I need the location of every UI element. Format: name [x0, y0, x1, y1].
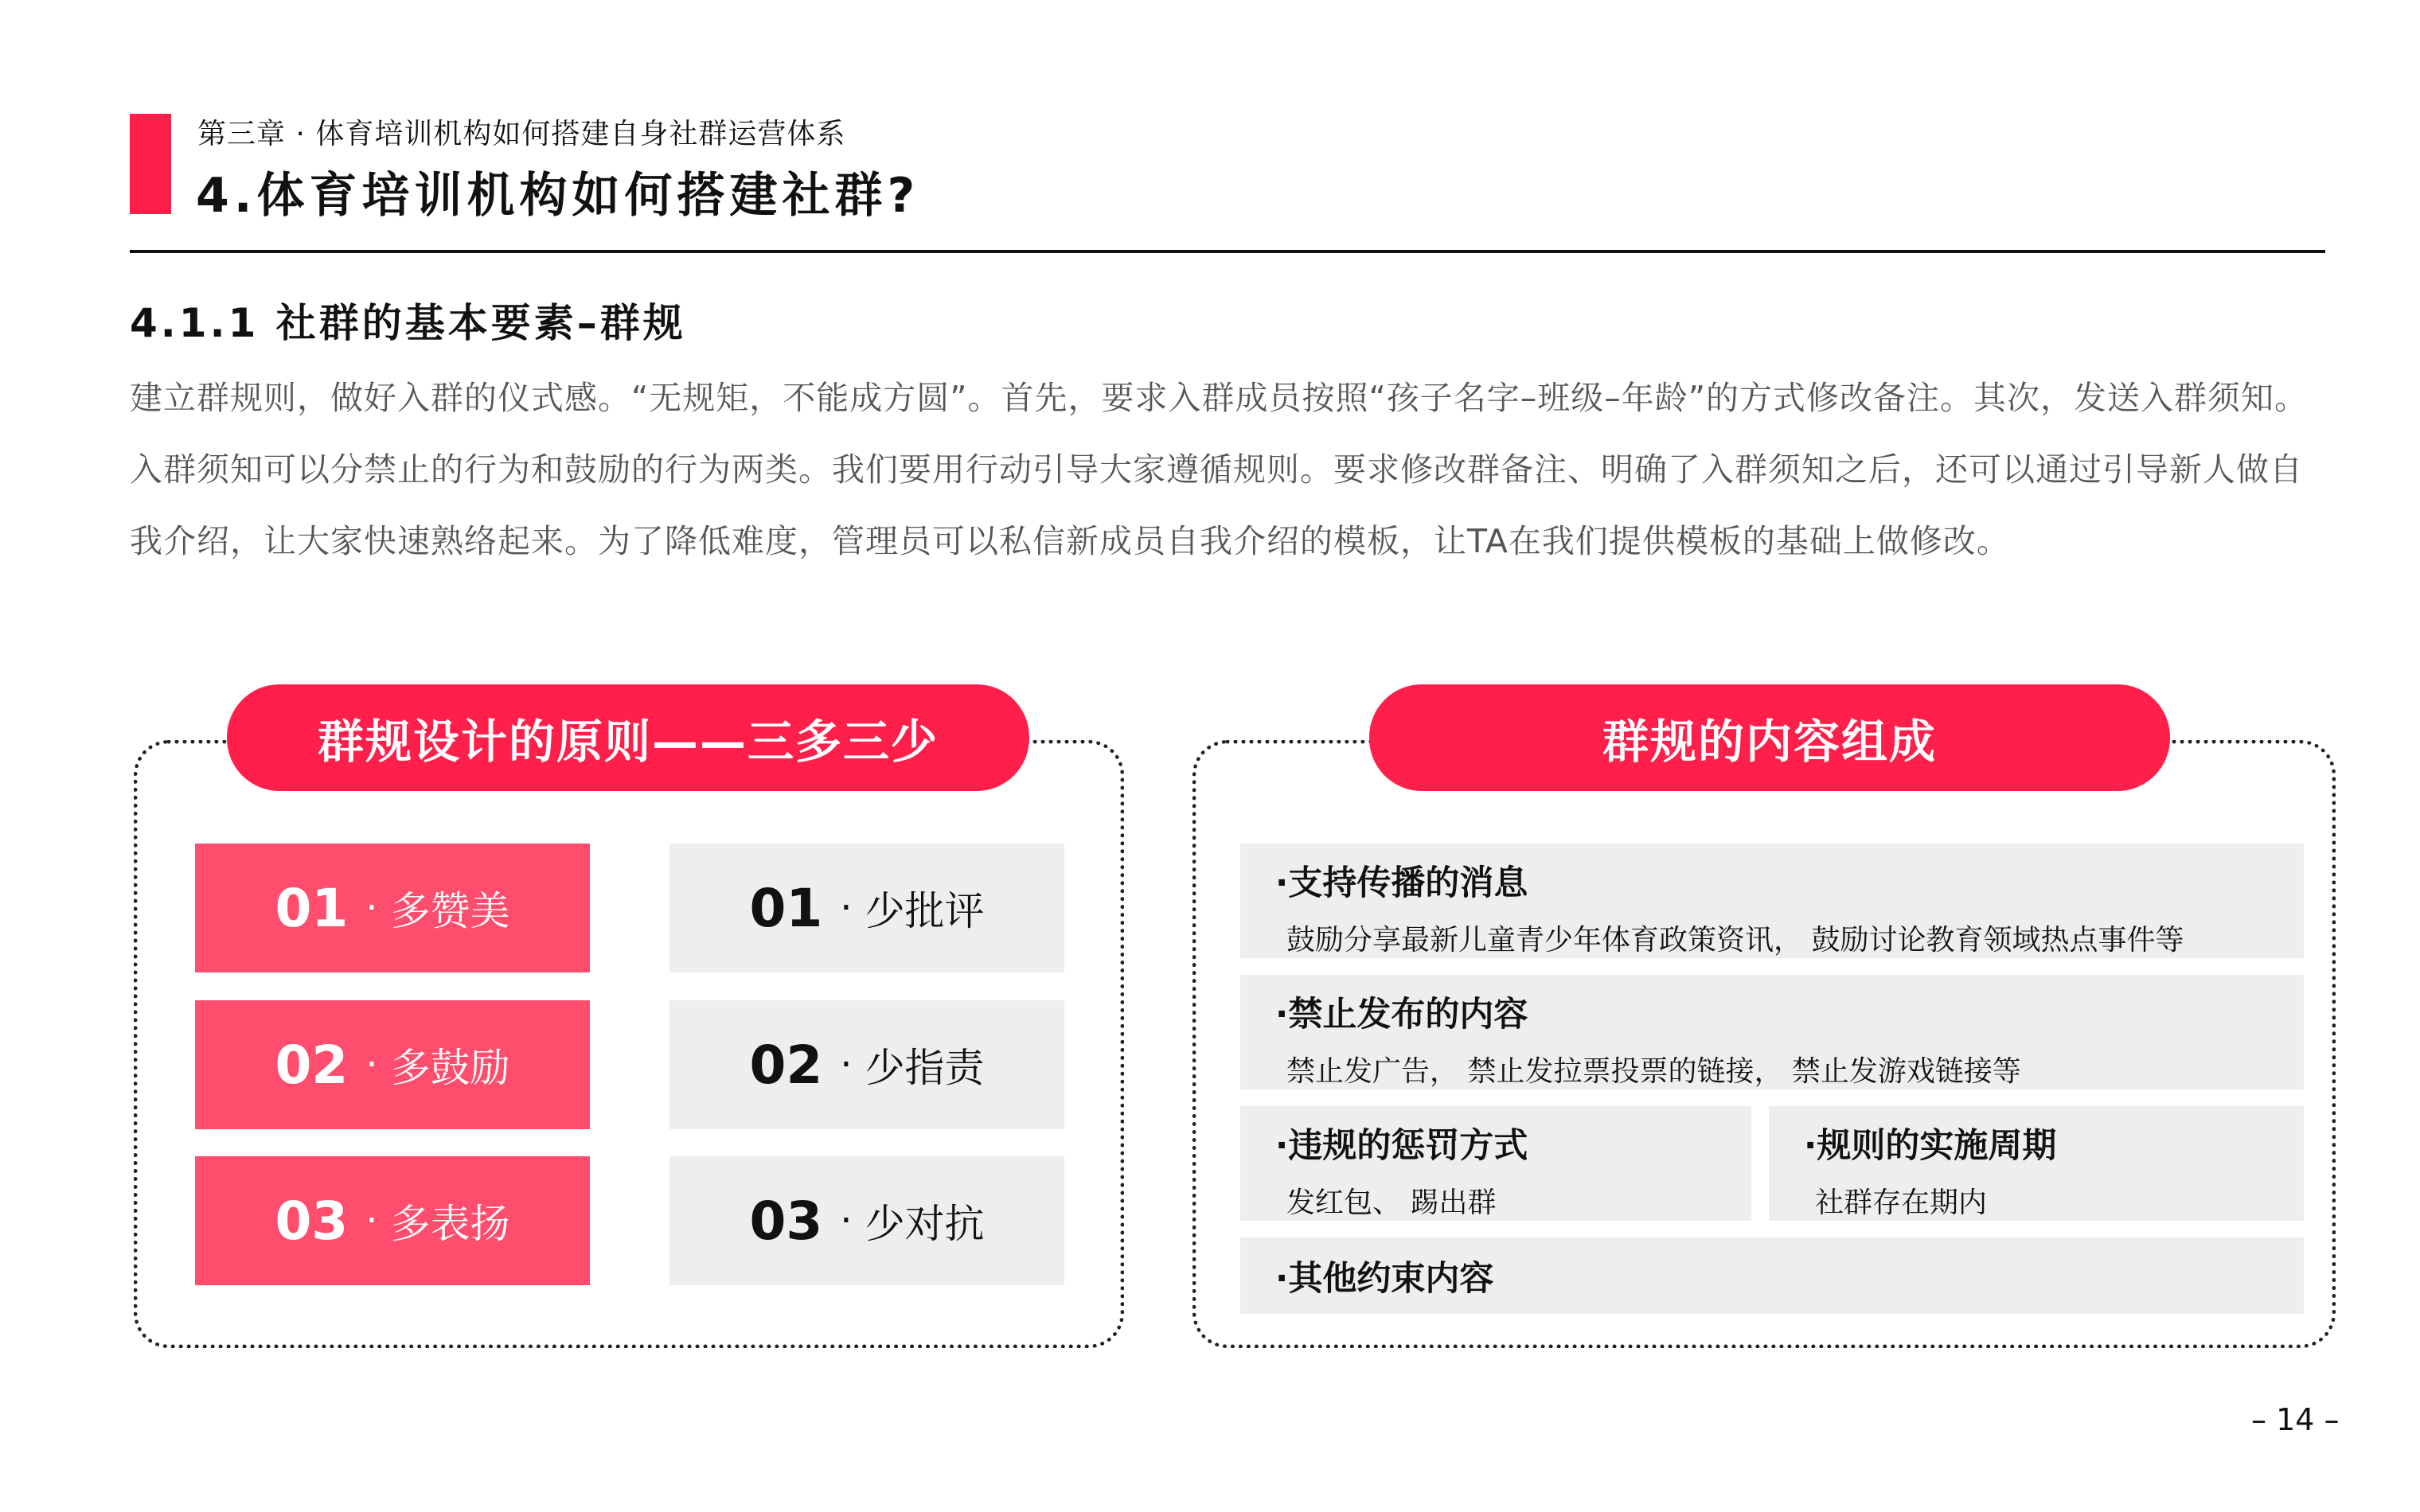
card-number: 01	[749, 877, 823, 939]
card-separator: ·	[840, 1042, 853, 1087]
principle-card-less-2	[669, 1000, 1064, 1129]
card-separator: ·	[365, 1198, 378, 1243]
card-number: 02	[275, 1034, 349, 1096]
chapter-label: 第三章 · 体育培训机构如何搭建自身社群运营体系	[197, 118, 846, 150]
page-number: – 14 –	[2251, 1402, 2340, 1437]
principles-title: 群规设计的原则——三多三少	[227, 684, 1029, 791]
content-item-penalties	[1240, 1106, 1751, 1221]
card-separator: ·	[365, 1042, 378, 1087]
content-item-title: ·规则的实施周期	[1804, 1126, 2057, 1166]
principle-card-more-2	[195, 1000, 590, 1129]
content-item-enforcement-period	[1769, 1106, 2304, 1221]
content-item-desc: 鼓励分享最新儿童青少年体育政策资讯， 鼓励讨论教育领域热点事件等	[1286, 924, 2184, 957]
card-label: 多鼓励	[390, 1045, 510, 1091]
content-item-desc: 社群存在期内	[1815, 1187, 1988, 1219]
principle-card-more-1	[195, 844, 590, 972]
card-separator: ·	[840, 1198, 853, 1243]
section-paragraph: 建立群规则，做好入群的仪式感。“无规矩，不能成方圆”。首先，要求入群成员按照“孩子名字–班级–年龄”的方式修改备注。其次，发送入群须知。入群须知可以分禁止的行为和鼓励的行为两类。我们要用行动引导大家遵循规则。要求修改群备注、明确了入群须知之后，还可以通过引导新人做自我介绍，让大家快速熟络起来。为了降低难度，管理员可以私信新成员自我介绍的模板，让TA在我们提供模板的基础上做修改。	[130, 379, 2308, 560]
card-separator: ·	[840, 886, 853, 930]
header-accent-bar	[130, 114, 171, 214]
card-label: 少批评	[865, 888, 985, 934]
card-number: 01	[275, 877, 349, 939]
content-item-title: ·其他约束内容	[1275, 1258, 1494, 1299]
content-title: 群规的内容组成	[1369, 684, 2170, 791]
content-item-title: ·支持传播的消息	[1275, 863, 1528, 903]
card-number: 03	[275, 1190, 349, 1252]
header-divider	[130, 250, 2325, 253]
content-item-desc: 发红包、 踢出群	[1286, 1187, 1497, 1219]
content-item-desc: 禁止发广告， 禁止发拉票投票的链接， 禁止发游戏链接等	[1286, 1055, 2021, 1088]
card-number: 03	[749, 1190, 823, 1252]
card-separator: ·	[365, 886, 378, 930]
content-item-supported-messages	[1240, 844, 2304, 958]
content-item-prohibited-content	[1240, 975, 2304, 1089]
principle-card-less-3	[669, 1156, 1064, 1285]
card-label: 少指责	[865, 1045, 985, 1091]
page-title: 4.体育培训机构如何搭建社群?	[196, 168, 920, 224]
content-item-title: ·违规的惩罚方式	[1275, 1126, 1528, 1166]
card-label: 多赞美	[390, 888, 510, 934]
content-item-title: ·禁止发布的内容	[1275, 995, 1528, 1035]
card-label: 少对抗	[865, 1201, 985, 1247]
card-number: 02	[749, 1034, 823, 1096]
card-label: 多表扬	[390, 1201, 510, 1247]
principle-card-less-1	[669, 844, 1064, 972]
section-heading: 4.1.1 社群的基本要素–群规	[130, 300, 686, 346]
principle-card-more-3	[195, 1156, 590, 1285]
content-item-other-constraints	[1240, 1237, 2304, 1314]
